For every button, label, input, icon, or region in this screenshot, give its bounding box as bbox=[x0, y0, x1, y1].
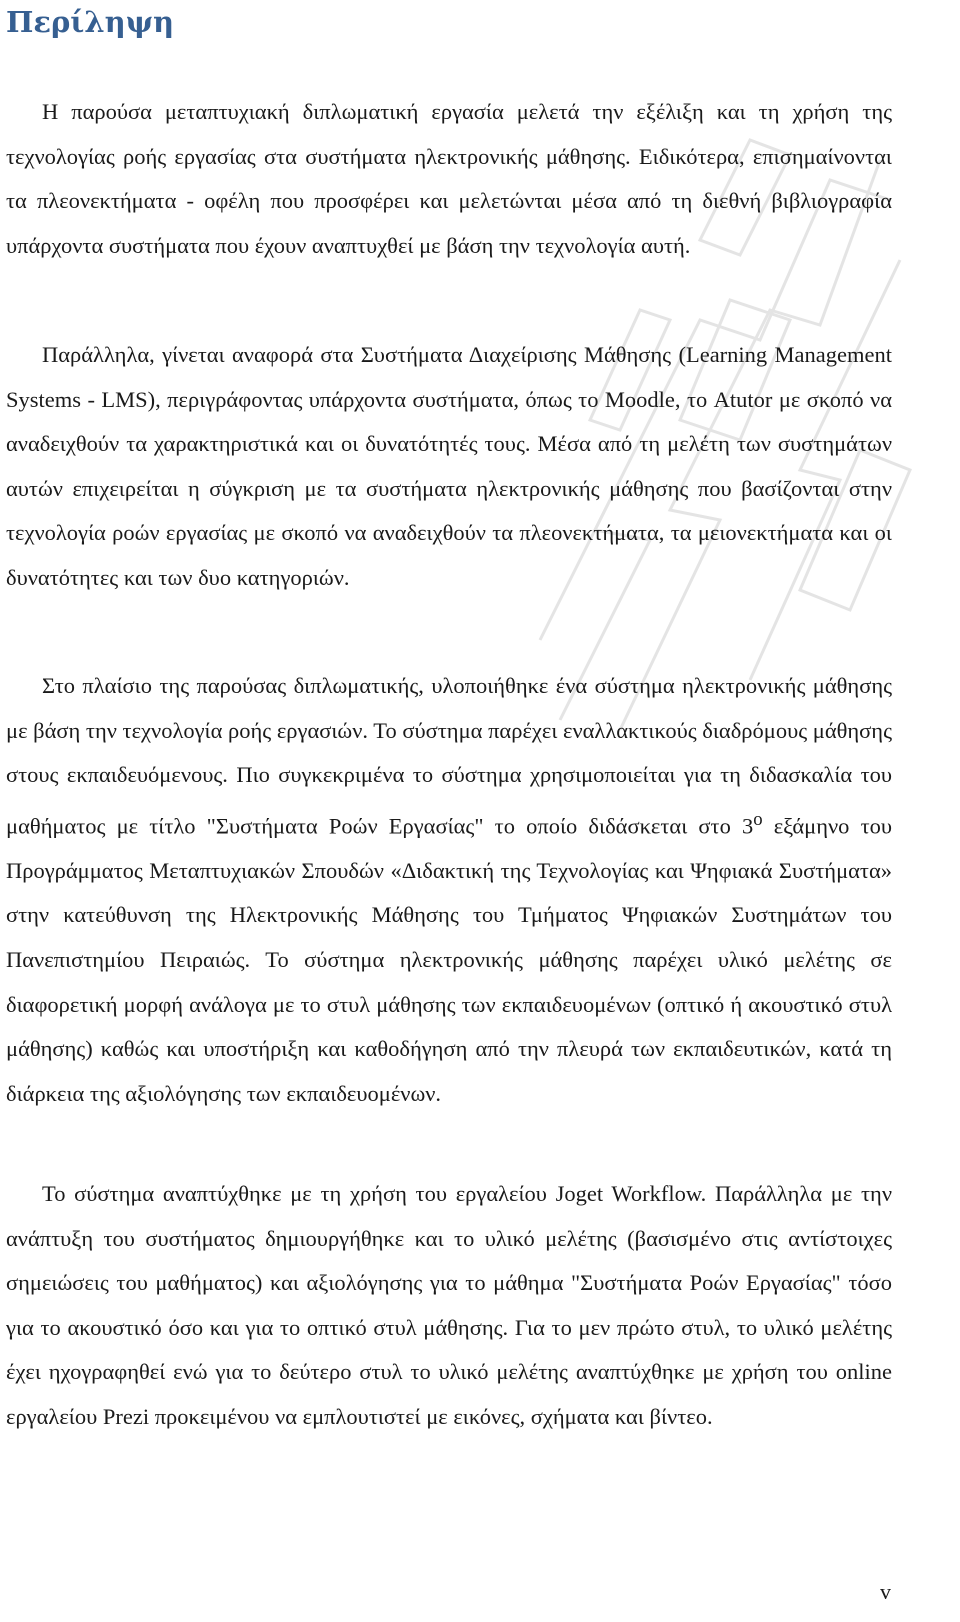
abstract-paragraph-2: Παράλληλα, γίνεται αναφορά στα Συστήματα Διαχείρισης Μάθησης (Learning Management Systems - LMS), περιγράφοντας υπάρχοντα συστήματα, όπως το Moodle, το Atutor με σκοπό να αναδειχθούν τα χαρακτηριστικά και οι δυνατότητές τους. Μέσα από τη μελέτη των συστημάτων αυτών επιχειρείται η σύγκριση με τα συστήματα ηλεκτρονικής μάθησης που βασίζονται στην τεχνολογία ροών εργασίας με σκοπό να αναδειχθούν τα πλεονεκτήματα, τα μειονεκτήματα και οι δυνατότητες και των δυο κατηγοριών. bbox=[6, 342, 892, 590]
paragraph-3-text-start: Στο πλαίσιο της παρούσας διπλωματικής, υλοποιήθηκε ένα σύστημα ηλεκτρονικής μάθησης με βάση την τεχνολογία ροής εργασιών. Το σύστημα παρέχει εναλλακτικούς διαδρόμους μάθησης στους εκπαιδευόμενους. Πιο συγκεκριμένα το σύστημα χρησιμοποιείται για τη διδασκαλία του μαθήματος με τίτλο "Συστήματα Ροών Εργασίας" το οποίο διδάσκεται στο 3 bbox=[6, 673, 892, 839]
section-heading: Περίληψη bbox=[6, 5, 175, 39]
paragraph-3-text-end: εξάμηνο του Προγράμματος Μεταπτυχιακών Σπουδών «Διδακτική της Τεχνολογίας και Ψηφιακά Συστήματα» στην κατεύθυνση της Ηλεκτρονικής Μάθησης του Τμήματος Ψηφιακών Συστημάτων του Πανεπιστημίου Πειραιώς. Το σύστημα ηλεκτρονικής μάθησης παρέχει υλικό μελέτης σε διαφορετική μορφή ανάλογα με το στυλ μάθησης των εκπαιδευομένων (οπτικό ή ακουστικό στυλ μάθησης) καθώς και υποστήριξη και καθοδήγηση από την πλευρά των εκπαιδευτικών, κατά τη διάρκεια της αξιολόγησης των εκπαιδευομένων. bbox=[6, 813, 892, 1106]
abstract-paragraph-4: Το σύστημα αναπτύχθηκε με τη χρήση του εργαλείου Joget Workflow. Παράλληλα με την ανάπτυξη του συστήματος δημιουργήθηκε και το υλικό μελέτης (βασισμένο στις αντίστοιχες σημειώσεις του μαθήματος) και αξιολόγησης για το μάθημα "Συστήματα Ροών Εργασίας" τόσο για το ακουστικό όσο και για το οπτικό στυλ μάθησης. Για το μεν πρώτο στυλ, το υλικό μελέτης έχει ηχογραφηθεί ενώ για το δεύτερο στυλ το υλικό μελέτης αναπτύχθηκε με χρήση του online εργαλείου Prezi προκειμένου να εμπλουτιστεί με εικόνες, σχήματα και βίντεο. bbox=[6, 1181, 892, 1429]
abstract-paragraph-1: Η παρούσα μεταπτυχιακή διπλωματική εργασία μελετά την εξέλιξη και τη χρήση της τεχνολογίας ροής εργασίας στα συστήματα ηλεκτρονικής μάθησης. Ειδικότερα, επισημαίνονται τα πλεονεκτήματα - οφέλη που προσφέρει και μελετώνται μέσα από τη διεθνή βιβλιογραφία υπάρχοντα συστήματα που έχουν αναπτυχθεί με βάση την τεχνολογία αυτή. bbox=[6, 99, 892, 258]
ordinal-superscript: ο bbox=[753, 808, 763, 830]
page-number: v bbox=[880, 1579, 891, 1604]
abstract-paragraph-3 bbox=[6, 664, 892, 1116]
